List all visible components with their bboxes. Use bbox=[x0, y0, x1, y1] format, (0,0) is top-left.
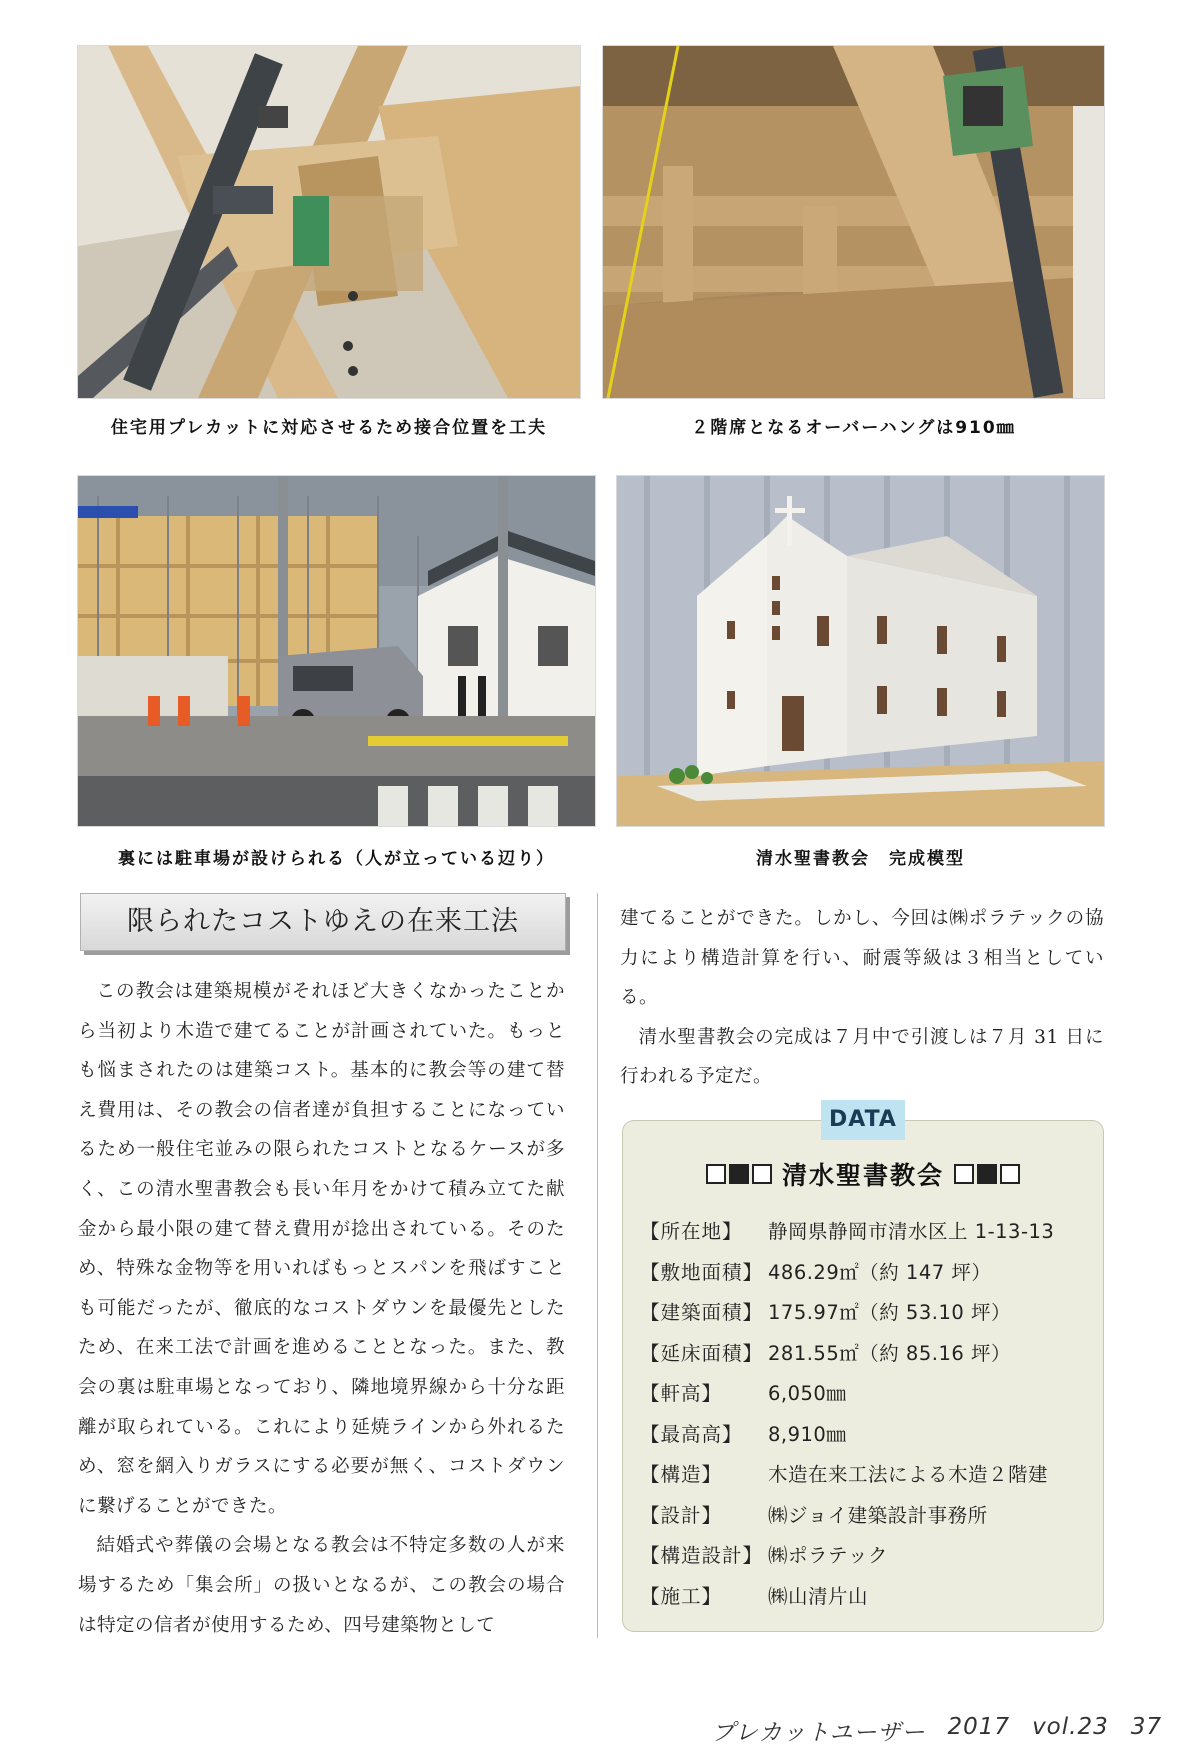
paragraph: 建てることができた。しかし、今回は㈱ポラテックの協力により構造計算を行い、耐震等級は３相当としている。 bbox=[620, 908, 1104, 1009]
data-label: 【構造】 bbox=[640, 1463, 723, 1487]
photo-parking-site bbox=[78, 476, 595, 826]
photo-caption: 住宅用プレカットに対応させるため接合位置を工夫 bbox=[110, 418, 548, 438]
square-ornament-icon bbox=[706, 1164, 772, 1184]
data-label: 【建築面積】 bbox=[640, 1301, 764, 1325]
data-value: 486.29㎡（約 147 坪） bbox=[768, 1260, 992, 1284]
magazine-name: プレカットユーザー bbox=[711, 1720, 926, 1746]
column-divider bbox=[597, 893, 598, 1638]
data-tag: DATA bbox=[821, 1100, 905, 1140]
photo-timber-joint bbox=[78, 46, 580, 398]
data-title: 清水聖書教会 bbox=[781, 1161, 944, 1190]
data-label: 【構造設計】 bbox=[640, 1544, 764, 1568]
data-title-row bbox=[622, 1152, 1104, 1196]
body-text-left bbox=[78, 972, 565, 1645]
data-value: ㈱ジョイ建築設計事務所 bbox=[768, 1503, 988, 1527]
data-row bbox=[640, 1575, 1054, 1616]
data-row bbox=[640, 1210, 1054, 1251]
data-value: 静岡県静岡市清水区上 1-13-13 bbox=[768, 1220, 1055, 1244]
photo-overhang bbox=[603, 46, 1104, 398]
data-row bbox=[640, 1372, 1054, 1413]
photo-church-model bbox=[617, 476, 1104, 826]
issue-year: 2017 bbox=[947, 1714, 1011, 1740]
data-table bbox=[640, 1210, 1054, 1615]
data-label: 【施工】 bbox=[640, 1584, 723, 1608]
photo-caption: 清水聖書教会 完成模型 bbox=[756, 849, 965, 869]
data-label: 【設計】 bbox=[640, 1503, 723, 1527]
body-text-right bbox=[620, 899, 1104, 1097]
photo-caption: ２階席となるオーバーハングは910㎜ bbox=[691, 418, 1016, 438]
data-row bbox=[640, 1534, 1054, 1575]
page-footer bbox=[712, 1714, 1162, 1747]
paragraph: 清水聖書教会の完成は７月中で引渡しは７月 31 日に行われる予定だ。 bbox=[620, 1026, 1104, 1088]
data-value: 6,050㎜ bbox=[768, 1382, 847, 1406]
paragraph: 結婚式や葬儀の会場となる教会は不特定多数の人が来場するため「集会所」の扱いとなるが、この教会の場合は特定の信者が使用するため、四号建築物として bbox=[78, 1535, 565, 1636]
data-label: 【所在地】 bbox=[640, 1220, 743, 1244]
data-row bbox=[640, 1251, 1054, 1292]
data-value: 木造在来工法による木造２階建 bbox=[768, 1463, 1049, 1487]
data-value: 281.55㎡（約 85.16 坪） bbox=[768, 1341, 1011, 1365]
data-label: 【軒高】 bbox=[640, 1382, 723, 1406]
photo-caption: 裏には駐車場が設けられる（人が立っている辺り） bbox=[118, 849, 555, 869]
data-value: 8,910㎜ bbox=[768, 1422, 847, 1446]
section-heading: 限られたコストゆえの在来工法 bbox=[80, 893, 566, 951]
data-value: 175.97㎡（約 53.10 坪） bbox=[768, 1301, 1011, 1325]
data-value: ㈱ポラテック bbox=[768, 1544, 889, 1568]
issue-volume: vol.23 bbox=[1032, 1714, 1109, 1740]
square-ornament-icon bbox=[954, 1164, 1020, 1184]
data-row bbox=[640, 1413, 1054, 1454]
data-row bbox=[640, 1453, 1054, 1494]
data-label: 【最高高】 bbox=[640, 1422, 743, 1446]
data-label: 【延床面積】 bbox=[640, 1341, 764, 1365]
data-label: 【敷地面積】 bbox=[640, 1260, 764, 1284]
data-row bbox=[640, 1494, 1054, 1535]
data-value: ㈱山清片山 bbox=[768, 1584, 869, 1608]
data-row bbox=[640, 1332, 1054, 1373]
paragraph: この教会は建築規模がそれほど大きくなかったことから当初より木造で建てることが計画されていた。もっとも悩まされたのは建築コスト。基本的に教会等の建て替え費用は、その教会の信者達が負担することになっているため一般住宅並みの限られたコストとなるケースが多く、この清水聖書教会も長い年月をかけて積み立てた献金から最小限の建て替え費用が捻出されている。そのため、特殊な金物等を用いればもっとスパンを飛ばすことも可能だったが、徹底的なコストダウンを最優先としたため、在来工法で計画を進めることとなった。また、教会の裏は駐車場となっており、隣地境界線から十分な距離が取られている。これにより延焼ラインから外れるため、窓を網入りガラスにする必要が無く、コストダウンに繋げることができた。 bbox=[78, 981, 565, 1517]
data-row bbox=[640, 1291, 1054, 1332]
page-number: 37 bbox=[1130, 1714, 1162, 1740]
